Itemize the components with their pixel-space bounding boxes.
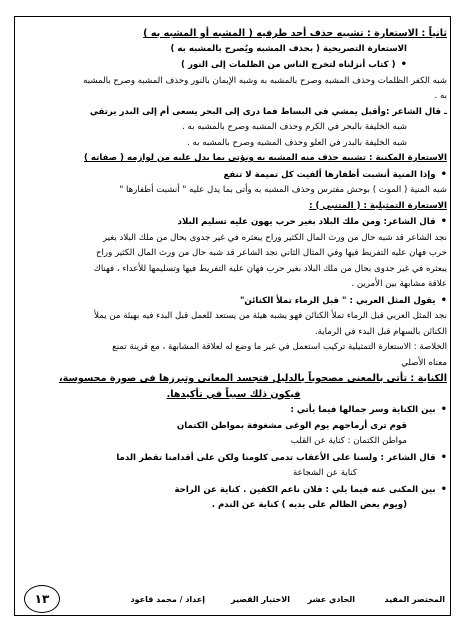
allegorical-metaphor-heading: الاستعارة التمثيلية : ( المتنبي ) : bbox=[309, 200, 447, 211]
footer-author: إعداد / محمد قاعود bbox=[130, 595, 205, 604]
poet-example: ـ قال الشاعر :وأقبل يمشي في البساط فما درى إلى البحر يسعى أم إلى البدر يرتقي bbox=[20, 105, 447, 121]
quran-example: • ( كتاب أنزلناه لتخرج الناس من الظلمات إلى النور ) bbox=[20, 57, 447, 74]
footer-book-title: المختصر المفيد bbox=[384, 595, 445, 604]
poetry-example: • وإذا المنية أنشبت أظفارها ألفيت كل تميمة لا تنفع bbox=[20, 167, 447, 184]
page-footer bbox=[20, 593, 445, 609]
footer-exam: الاختبار القصير bbox=[230, 595, 290, 604]
answer-line: كناية عن الشجاعة bbox=[292, 468, 357, 478]
explanation-line: شبه الخليفة بالبدر في العلو وحذف المشبه وصرح بالمشبه به . bbox=[187, 137, 407, 148]
exercise-example: (ويوم يعض الظالم على يديه ) كناية عن الندم . bbox=[211, 500, 407, 510]
explanation-line: الكنائن بالسهام قبل البدء في الرماية. bbox=[314, 326, 447, 337]
explanation-line: حرب فهان عليه التفريط فيها وفي المثال الثاني نجد الشاعر قد شبه حال من ورث المال الكثير وراح bbox=[96, 248, 447, 258]
page-number: ١٣ bbox=[24, 585, 60, 613]
summary-line: معناه الأصلي bbox=[401, 357, 447, 368]
poetry-example: قوم ترى أرماحهم يوم الوغى مشغوفة بمواطن الكتمان bbox=[176, 420, 407, 431]
metonymy-heading: فيكون ذلك سبباً في تأكيدها. bbox=[166, 388, 301, 400]
explanation-line: شبه الكفر الظلمات وحذف المشبه وصرح بالمشبه به وشبه الإيمان بالنور وحذف المشبه وصرح بالمشبه bbox=[83, 75, 447, 86]
explanation-line: علاقة مشابهة بين الأمرين . bbox=[351, 279, 447, 289]
explanation-line: نجد المثل العربي قبل الرماء تملأ الكنائن فهو يشبه هيئة من يستعد للعمل قبل البدء فيه بهيئة من يملأ bbox=[94, 311, 447, 321]
footer-grade: الحادي عشر bbox=[307, 595, 355, 604]
section-heading-metaphor: ثانياً : الاستعارة : تشبيه حذف أحد طرفيه ( المشبه أو المشبه به ) bbox=[143, 28, 447, 39]
explanation-line: به . bbox=[434, 91, 447, 101]
explanation-line: نجد الشاعر قد شبه حال من ورث المال الكثير وراح يبعثره في غير جدوى بحال من ملك البلاد بغير bbox=[102, 232, 447, 243]
explanation-line: يبعثره في غير جدوى بحال من ملك البلاد بغير حرب فهان عليه التفريط فيها وتسليمها للأعداء ، فهناك bbox=[93, 263, 447, 274]
poet-example: • قال الشاعر : ولسنا على الأعقاب تدمى كلومنا ولكن على أقدامنا تقطر الدما bbox=[20, 450, 447, 467]
answer-line: مواطن الكتمان : كناية عن القلب bbox=[290, 436, 407, 446]
page-content bbox=[20, 26, 447, 514]
metonymy-heading: الكناية : تأتي بالمعنى مصحوباً بالدليل فتجسد المعاني وتبرزها في صورة محسوسة، bbox=[58, 373, 447, 384]
poet-example: • قال الشاعر: ومن ملك البلاد بغير حرب يهون عليه تسليم البلاد bbox=[20, 214, 447, 231]
summary-line: الخلاصة : الاستعارة التمثيلية تركيب استعمل في غير ما وضع له لعلاقة المشابهة ، مع قرينة تمنع bbox=[112, 342, 447, 352]
implicit-metaphor-definition: الاستعارة المكنية : تشبيه حذف منه المشبه به ويؤتى بما يدل عليه من لوازمه ( صفاته ) bbox=[83, 153, 447, 163]
explanation-line: شبه الخليفة بالبحر في الكرم وحذف المشبه وصرح بالمشبه به . bbox=[182, 122, 407, 132]
exercise-question: • بين المكنى عنه فيما يلي : فلان ناعم الكفين . كناية عن الراحة bbox=[20, 482, 447, 499]
explanation-line: شبه المنية ( الموت ) بوحش مفترس وحذف المشبه به وأتى بما يدل عليه " أنشبت أظفارها " bbox=[119, 185, 447, 195]
explicit-metaphor-definition: الاستعارة التصريحية ( بحذف المشبه ويُصرح بالمشبه به ) bbox=[170, 43, 407, 54]
exercise-question: • بين الكناية وسر جمالها فيما يأتي : bbox=[20, 402, 447, 419]
proverb-example: • يقول المثل العربي : " قبل الرماء تملأ الكنائن" bbox=[20, 293, 447, 310]
